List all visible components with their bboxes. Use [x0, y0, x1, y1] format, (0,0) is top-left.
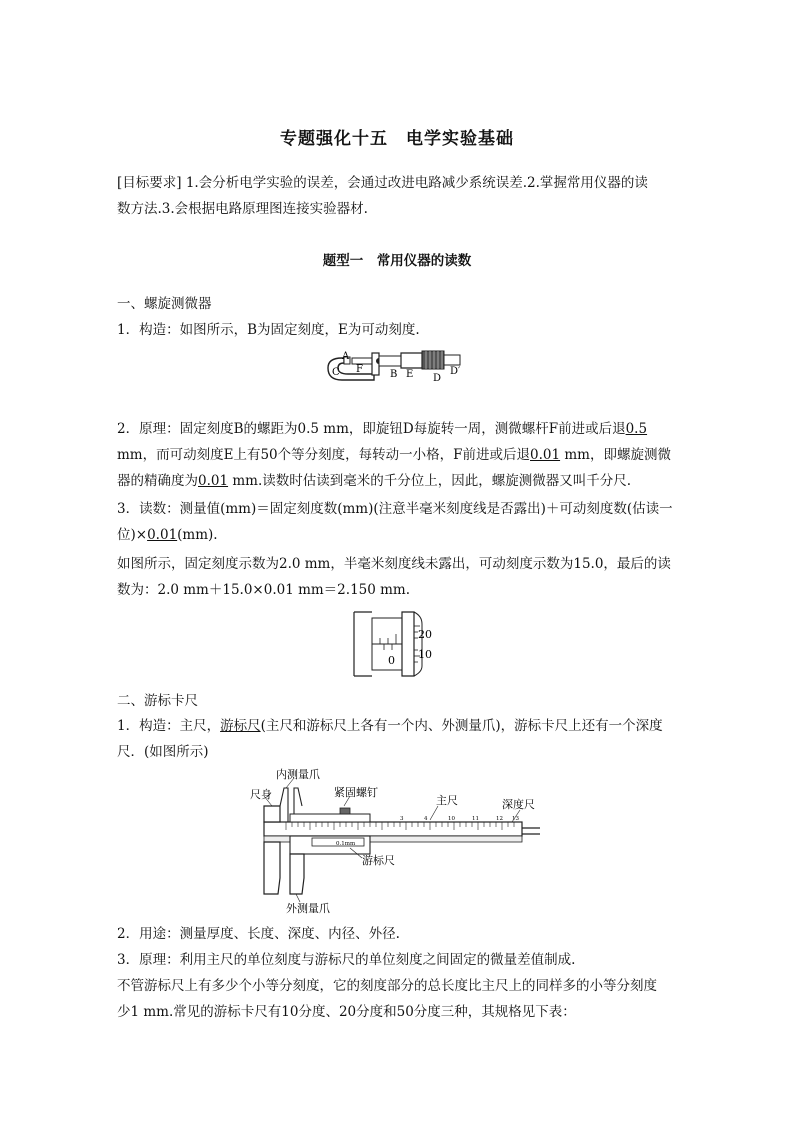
body-label: 尺身 — [250, 788, 272, 801]
label-a: A — [342, 351, 350, 362]
example-text-1: 如图所示，固定刻度示数为2.0 mm，半毫米刻度线未露出，可动刻度示数为15.0，最后的读 — [117, 556, 671, 572]
caliper-heading: 二、游标卡尺 — [117, 693, 198, 709]
reading-text-2: 位)× — [117, 527, 148, 543]
goal-paragraph — [117, 170, 679, 222]
section-title: 题型一 常用仪器的读数 — [322, 253, 472, 269]
micrometer-reading — [117, 496, 679, 548]
principle-value-2: 0.01 — [530, 447, 561, 463]
construct-text-2: (主尺和游标尺上各有一个内、外测量爪)，游标卡尺上还有一个深度 — [260, 718, 663, 734]
example-text-2: 数为：2.0 mm＋15.0×0.01 mm＝2.150 mm. — [117, 582, 411, 598]
depth-label: 深度尺 — [502, 798, 535, 811]
vernier-unit-label: 0.1mm — [336, 841, 356, 847]
explanation-line-2: 少1 mm.常见的游标卡尺有10分度、20分度和50分度三种，其规格见下表： — [117, 1004, 576, 1020]
reading-text-3: (mm). — [177, 527, 218, 543]
reading-value: 0.01 — [147, 527, 178, 543]
principle-text-3: mm，即螺旋测微 — [560, 447, 671, 463]
main-scale-label: 10 — [448, 816, 455, 822]
principle-text-2: mm，而可动刻度E上有50个等分刻度，每转动一小格，F前进或后退 — [117, 447, 531, 463]
goal-line-1: 1.会分析电学实验的误差，会通过改进电路减少系统误差.2.掌握常用仪器的读 — [181, 175, 648, 191]
caliper-explanation — [117, 973, 679, 1025]
caliper-use: 2．用途：测量厚度、长度、深度、内径、外径. — [117, 926, 400, 942]
label-f: F — [356, 364, 363, 375]
main-scale-label: 4 — [424, 816, 428, 822]
goal-tag: [目标要求] — [117, 175, 182, 191]
caliper-construct — [117, 713, 679, 765]
goal-line-2: 数方法.3.会根据电路原理图连接实验器材. — [117, 201, 368, 217]
micrometer-reading-figure — [352, 610, 438, 678]
label-e: E — [406, 369, 414, 380]
micrometer-construct: 1．构造：如图所示，B为固定刻度，E为可动刻度. — [117, 322, 420, 338]
construct-vernier: 游标尺 — [220, 718, 261, 734]
label-d-prime: D′ — [450, 366, 461, 377]
main-scale-label: 3 — [400, 816, 404, 822]
page-title: 专题强化十五 电学实验基础 — [280, 129, 514, 149]
reading-text-1: 3．读数：测量值(mm)＝固定刻度数(mm)(注意半毫米刻度线是否露出)＋可动刻度数(估读一 — [117, 501, 673, 517]
scale-0: 0 — [388, 654, 395, 667]
outer-jaw-label: 外测量爪 — [286, 902, 330, 915]
vernier-label: 游标尺 — [362, 854, 395, 867]
micrometer-figure — [322, 346, 470, 386]
construct-text-3: 尺．(如图所示) — [117, 744, 209, 760]
principle-value-1: 0.5 — [625, 421, 648, 437]
principle-text-4: 器的精确度为 — [117, 473, 198, 489]
caliper-figure — [250, 766, 550, 916]
principle-value-3: 0.01 — [198, 473, 229, 489]
inner-jaw-label: 内测量爪 — [276, 768, 320, 781]
main-scale-label: 12 — [496, 816, 503, 822]
main-scale-label: 11 — [472, 816, 479, 822]
principle-text-1: 2．原理：固定刻度B的螺距为0.5 mm，即旋钮D每旋转一周，测微螺杆F前进或后退 — [117, 421, 626, 437]
micrometer-heading: 一、螺旋测微器 — [117, 296, 212, 312]
explanation-line-1: 不管游标尺上有多少个小等分刻度，它的刻度部分的总长度比主尺上的同样多的小等分刻度 — [117, 978, 657, 994]
label-d: D — [433, 373, 442, 384]
construct-text-1: 1．构造：主尺， — [117, 718, 221, 734]
scale-10: 10 — [418, 648, 432, 661]
principle-text-5: mm.读数时估读到毫米的千分位上，因此，螺旋测微器又叫千分尺. — [228, 473, 632, 489]
main-scale-label: 13 — [512, 816, 519, 822]
caliper-principle: 3．原理：利用主尺的单位刻度与游标尺的单位刻度之间固定的微量差值制成. — [117, 952, 576, 968]
scale-20: 20 — [418, 628, 432, 641]
micrometer-example — [117, 551, 679, 603]
screw-label: 紧固螺钉 — [334, 786, 378, 799]
label-c: C — [332, 367, 340, 378]
main-scale-name-label: 主尺 — [436, 794, 458, 807]
micrometer-principle — [117, 416, 679, 494]
label-b: B — [390, 369, 398, 380]
